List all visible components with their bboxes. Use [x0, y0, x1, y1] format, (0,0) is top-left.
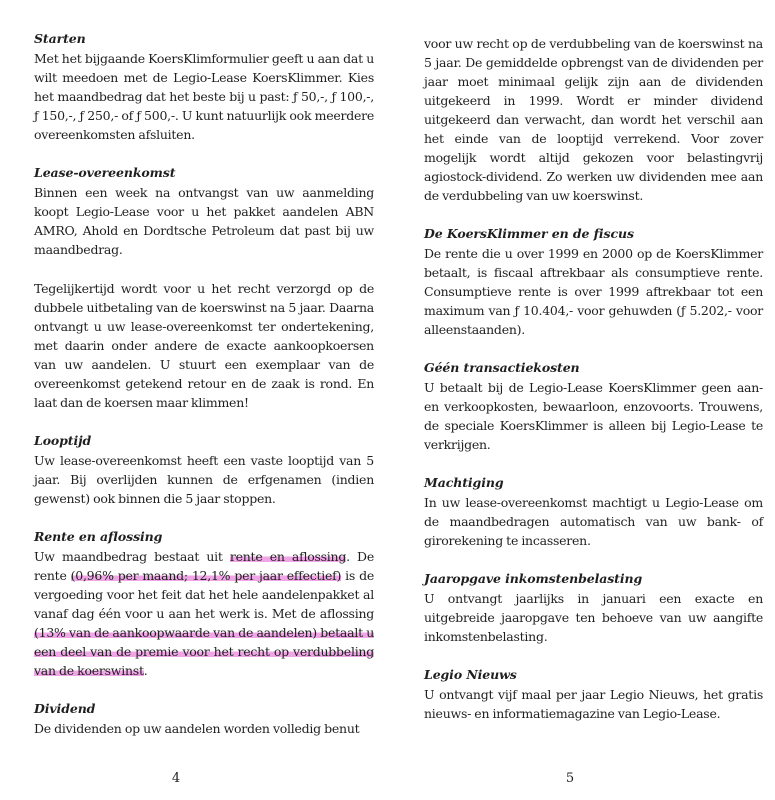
section-heading: Géén transactiekosten: [424, 360, 580, 375]
section-looptijd: [34, 432, 374, 508]
section-paragraph: Uw lease-overeenkomst heeft een vaste looptijd van 5 jaar. Bij overlijden kunnen de erfgenamen (indien gewenst) ook binnen die 5 jaar stoppen.: [34, 453, 374, 506]
section-paragraph: De rente die u over 1999 en 2000 op de KoersKlimmer betaalt, is fiscaal aftrekbaar als consumptieve rente. Consumptieve rente is over 1999 aftrekbaar tot een maximum van ƒ 10.404,- voor gehuwden (ƒ 5.202,- voor alleenstaanden).: [424, 246, 763, 337]
section-heading: Starten: [34, 31, 86, 46]
section-heading: Rente en aflossing: [34, 529, 163, 544]
section-paragraph: U betaalt bij de Legio-Lease KoersKlimmer geen aan- en verkoopkosten, bewaarloon, enzovoorts. Trouwens, de speciale KoersKlimmer is alleen bij Legio-Lease te verkrijgen.: [424, 380, 763, 452]
section-legio-nieuws: [424, 666, 763, 723]
highlighted-text: (0,96% per maand; 12,1% per jaar effectief): [70, 568, 342, 583]
section-heading: Looptijd: [34, 433, 92, 448]
section-rente-en-aflossing: [34, 528, 374, 680]
text-run: .: [143, 663, 148, 678]
section-dividend-continued: [424, 34, 763, 205]
section-heading: Machtiging: [424, 475, 504, 490]
section-paragraph: Tegelijkertijd wordt voor u het recht verzorgd op de dubbele uitbetaling van de koerswinst na 5 jaar. Daarna ontvangt u uw lease-overeenkomst ter ondertekening, met daarin onder andere de exacte aankoopkoersen van uw aandelen. U stuurt een exemplaar van de overeenkomst getekend retour en de zaak is rond. En laat dan de koersen maar klimmen!: [34, 281, 374, 410]
section-lease-overeenkomst: [34, 164, 374, 412]
section-dividend: [34, 700, 374, 738]
section-paragraph: U ontvangt jaarlijks in januari een exacte en uitgebreide jaaropgave ten behoeve van uw aangifte inkomstenbelasting.: [424, 591, 763, 644]
section-machtiging: [424, 474, 763, 550]
section-heading: De KoersKlimmer en de fiscus: [424, 226, 634, 241]
text-run: . De rente: [34, 549, 374, 583]
section-paragraph: Binnen een week na ontvangst van uw aanmelding koopt Legio-Lease voor u het pakket aandelen ABN AMRO, Ahold en Dordtsche Petroleum dat past bij uw maandbedrag.: [34, 185, 374, 257]
section-heading: Legio Nieuws: [424, 667, 517, 682]
section-jaaropgave: [424, 570, 763, 646]
section-paragraph: De dividenden op uw aandelen worden volledig benut: [34, 721, 360, 736]
section-paragraph: U ontvangt vijf maal per jaar Legio Nieuws, het gratis nieuws- en informatiemagazine van Legio-Lease.: [424, 687, 763, 721]
text-run: is de vergoeding voor het feit dat het hele aandelenpakket al vanaf dag één voor u aan het werk is. Met de aflossing: [34, 568, 374, 621]
section-heading: Dividend: [34, 701, 96, 716]
section-paragraph: In uw lease-overeenkomst machtigt u Legio-Lease om de maandbedragen automatisch van uw bank- of girorekening te incasseren.: [424, 495, 763, 548]
page-number: 4: [171, 771, 181, 786]
page-number: 5: [565, 771, 575, 786]
section-paragraph: voor uw recht op de verdubbeling van de koerswinst na 5 jaar. De gemiddelde opbrengst van de dividenden per jaar moet minimaal gelijk zijn aan de dividenden uitgekeerd in 1999. Wordt er minder dividend uitgekeerd dan verwacht, dan wordt het verschil aan het einde van de looptijd verrekend. Voor zover mogelijk wordt altijd gekozen voor belastingvrij agiostock-dividend. Zo werken uw dividenden mee aan de verdubbeling van uw koerswinst.: [424, 36, 763, 203]
section-koersklimmer-fiscus: [424, 225, 763, 339]
highlighted-paragraph: [34, 547, 374, 680]
section-paragraph: Met het bijgaande KoersKlimformulier geeft u aan dat u wilt meedoen met de Legio-Lease KoersKlimmer. Kies het maandbedrag dat het beste bij u past: ƒ 50,-, ƒ 100,-, ƒ 150,-, ƒ 250,- of ƒ 500,-. U kunt natuurlijk ook meerdere overeenkomsten afsluiten.: [34, 51, 374, 142]
section-starten: [34, 30, 374, 144]
text-run: Uw maandbedrag bestaat uit: [34, 549, 230, 564]
right-page: [388, 0, 775, 800]
highlighted-text: rente en aflossing: [229, 549, 347, 564]
section-geen-transactiekosten: [424, 359, 763, 454]
section-heading: Lease-overeenkomst: [34, 165, 176, 180]
highlighted-text: (13% van de aankoopwaarde van de aandelen) betaalt u een deel van de premie voor het recht op verdubbeling van de koerswinst: [34, 625, 374, 678]
section-heading: Jaaropgave inkomstenbelasting: [424, 571, 643, 586]
